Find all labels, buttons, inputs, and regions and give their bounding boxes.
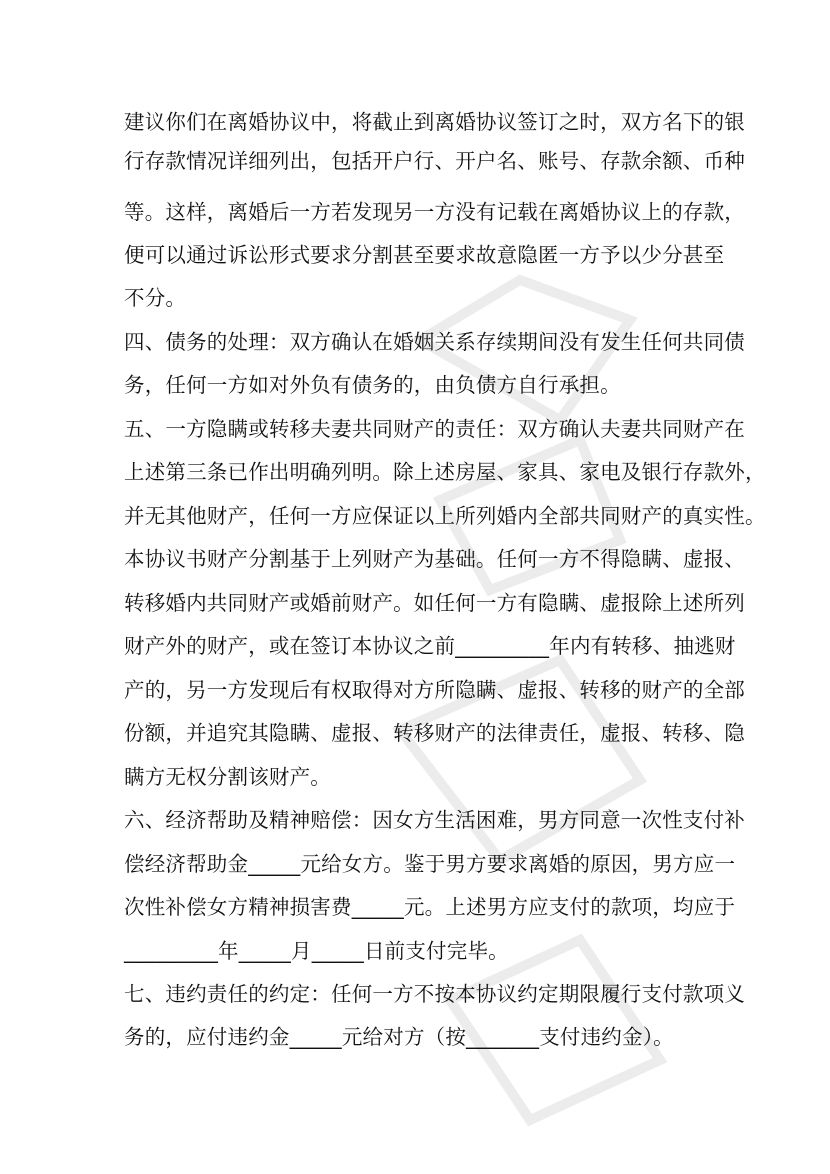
paragraph-line: 行存款情况详细列出，包括开户行、开户名、账号、存款余额、币种 [124,149,745,173]
paragraph-line: 偿经济帮助金_____元给女方。鉴于男方要求离婚的原因，男方应一 [124,852,736,876]
paragraph-line: 转移婚内共同财产或婚前财产。如任何一方有隐瞒、虚报除上述所列 [124,591,745,615]
paragraph-line: 并无其他财产，任何一方应保证以上所列婚内全部共同财产的真实性。 [124,504,766,528]
paragraph-line: 瞒方无权分割该财产。 [124,765,331,789]
paragraph-line: 次性补偿女方精神损害费_____元。上述男方应支付的款项，均应于 [124,895,736,919]
paragraph-line: 建议你们在离婚协议中，将截止到离婚协议签订之时，双方名下的银 [124,110,745,134]
paragraph-line: 财产外的财产，或在签订本协议之前_________年内有转移、抽逃财 [124,634,736,658]
section-heading-7: 七、违约责任的约定：任何一方不按本协议约定期限履行支付款项义 [124,982,745,1006]
paragraph-line: 务的，应付违约金_____元给对方（按_______支付违约金）。 [124,1025,674,1049]
paragraph-line: 务，任何一方如对外负有债务的，由负债方自行承担。 [124,373,621,397]
paragraph-line: 上述第三条已作出明确列明。除上述房屋、家具、家电及银行存款外， [124,460,766,484]
paragraph-line: 等。这样，离婚后一方若发现另一方没有记载在离婚协议上的存款， [124,200,745,224]
paragraph-line: 不分。 [124,286,187,310]
paragraph-line: 本协议书财产分割基于上列财产为基础。任何一方不得隐瞒、虚报、 [124,547,745,571]
paragraph-line: _________年_____月_____日前支付完毕。 [124,939,509,963]
paragraph-line: 便可以通过诉讼形式要求分割甚至要求故意隐匿一方予以少分甚至 [124,243,725,267]
paragraph-line: 产的，另一方发现后有权取得对方所隐瞒、虚报、转移的财产的全部 [124,678,745,702]
section-heading-5: 五、一方隐瞒或转移夫妻共同财产的责任：双方确认夫妻共同财产在 [124,417,745,441]
section-heading-4: 四、债务的处理：双方确认在婚姻关系存续期间没有发生任何共同债 [124,330,745,354]
paragraph-line: 份额，并追究其隐瞒、虚报、转移财产的法律责任，虚报、转移、隐 [124,721,745,745]
section-heading-6: 六、经济帮助及精神赔偿：因女方生活困难，男方同意一次性支付补 [124,808,745,832]
